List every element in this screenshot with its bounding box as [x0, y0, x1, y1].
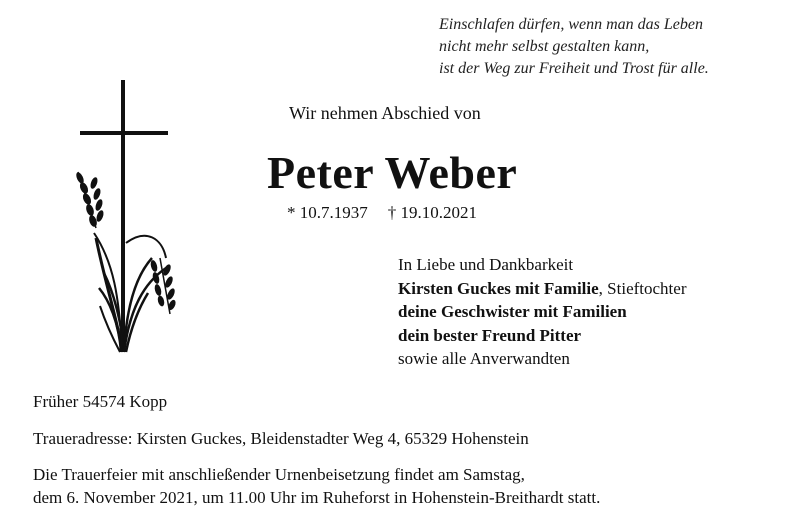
mourner-line: [398, 277, 686, 301]
mourners-list: [398, 253, 686, 371]
motto-line: Einschlafen dürfen, wenn man das Leben: [439, 16, 703, 33]
ceremony-line: dem 6. November 2021, um 11.00 Uhr im Ruheforst in Hohenstein-Breithardt statt.: [33, 488, 601, 507]
mourner-line: dein bester Freund Pitter: [398, 325, 582, 345]
deceased-name: Peter Weber: [267, 147, 518, 198]
motto-line: nicht mehr selbst gestalten kann,: [439, 38, 650, 55]
mourner-line: sowie alle Anverwandten: [398, 349, 570, 368]
motto-line: ist der Weg zur Freiheit und Trost für alle.: [439, 60, 709, 77]
mourner-name: Kirsten Guckes mit Familie: [398, 278, 599, 298]
former-residence: Früher 54574 Kopp: [33, 392, 168, 411]
birth-date: * 10.7.1937: [287, 203, 368, 222]
death-date: † 19.10.2021: [387, 203, 477, 222]
mourner-line: deine Geschwister mit Familien: [398, 302, 627, 321]
cross-with-wheat-icon: [74, 78, 184, 354]
motto-quote: [439, 14, 769, 80]
mourners-intro: In Liebe und Dankbarkeit: [398, 255, 574, 274]
mourning-address: Traueradresse: Kirsten Guckes, Bleidenstadter Weg 4, 65329 Hohenstein: [33, 429, 529, 448]
life-dates: [287, 203, 477, 223]
ceremony-line: Die Trauerfeier mit anschließender Urnenbeisetzung findet am Samstag,: [33, 465, 525, 484]
farewell-intro: Wir nehmen Abschied von: [289, 103, 481, 123]
funeral-ceremony-info: [33, 463, 600, 509]
mourner-relation: , Stieftochter: [598, 278, 687, 298]
